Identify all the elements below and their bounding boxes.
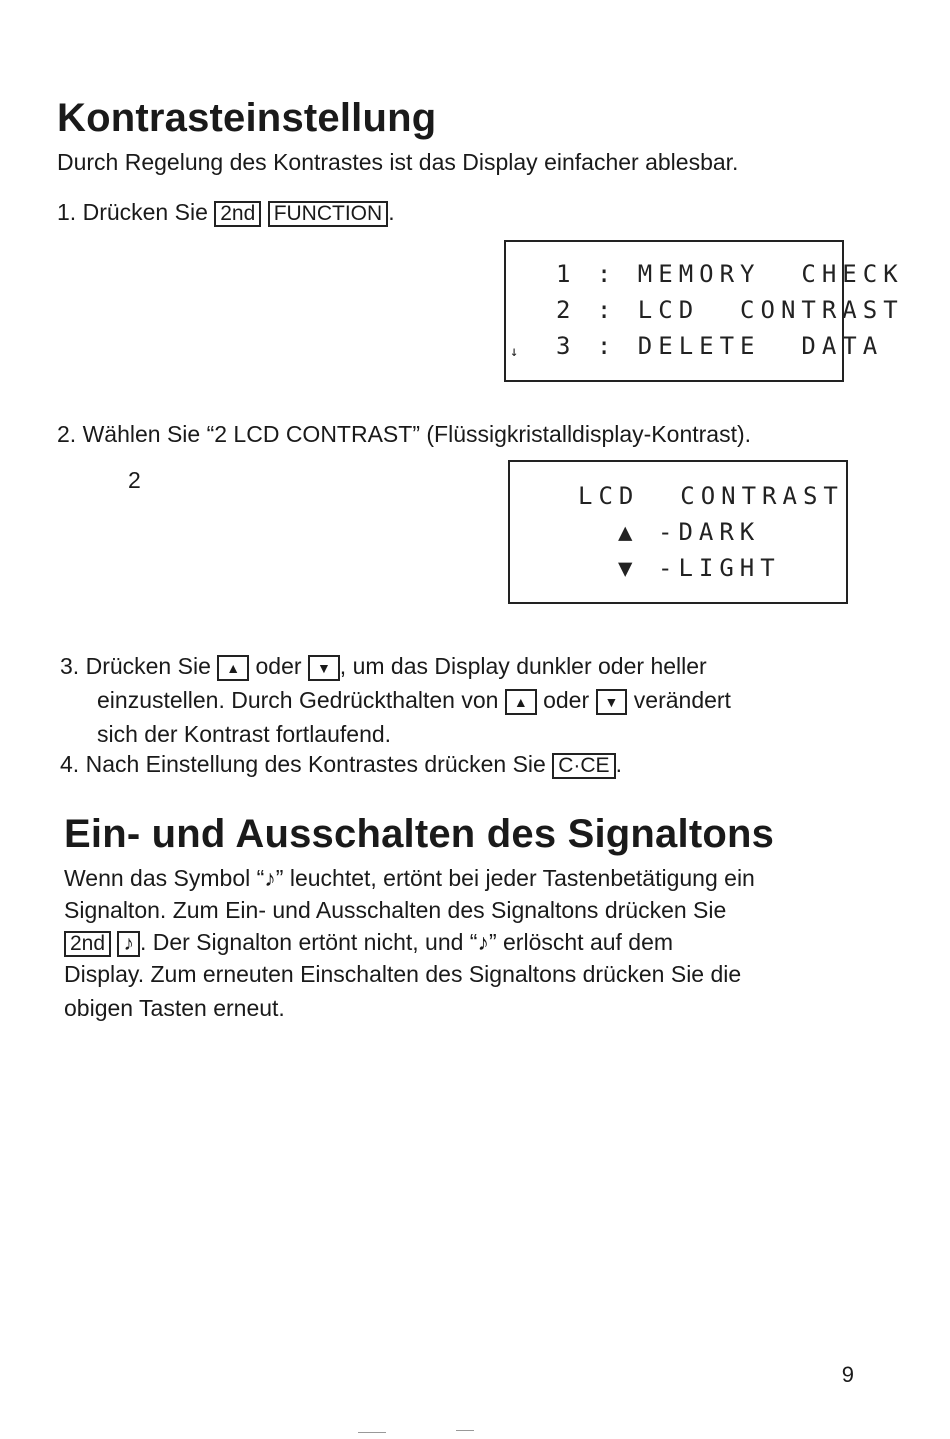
section-title-contrast: Kontrasteinstellung (57, 96, 437, 140)
scroll-down-icon: ↓ (510, 344, 519, 360)
beep-paragraph-line1: Wenn das Symbol “♪” leuchtet, ertönt bei jeder Tastenbetätigung ein (64, 865, 755, 891)
beep-paragraph-line3: 2nd ♪ . Der Signalton ertönt nicht, und “♪” erlöscht auf dem (64, 926, 673, 959)
key-function: FUNCTION (268, 201, 389, 227)
step-2: 2. Wählen Sie “2 LCD CONTRAST” (Flüssigkristalldisplay-Kontrast). (57, 421, 752, 447)
step-4: 4. Nach Einstellung des Kontrastes drücken Sie C·CE . (60, 751, 622, 777)
beep-paragraph-line4: Display. Zum erneuten Einschalten des Signaltons drücken Sie die (64, 961, 742, 987)
up-triangle-icon: ▲ (618, 518, 639, 546)
key-up: ▲ (217, 655, 249, 681)
key-up: ▲ (505, 689, 537, 715)
section-title-beep: Ein- und Ausschalten des Signaltons (64, 812, 775, 856)
key-music-note: ♪ (117, 931, 140, 957)
step-text: Drücken Sie (82, 199, 208, 225)
lcd-line-dark: -DARK (658, 518, 761, 546)
step-3-line2: einzustellen. Durch Gedrückthalten von ▲ oder ▼ verändert (97, 687, 731, 713)
down-triangle-icon: ▼ (618, 554, 639, 582)
key-c-ce: C·CE (552, 753, 615, 779)
lcd-line-memory-check: 1 : MEMORY CHECK (556, 260, 904, 288)
key-down: ▼ (308, 655, 340, 681)
step-3-line3: sich der Kontrast fortlaufend. (97, 721, 392, 747)
lcd-display-contrast (508, 460, 848, 604)
lcd-line-lcd-contrast: 2 : LCD CONTRAST (556, 296, 904, 324)
step-1: 1. Drücken Sie 2nd FUNCTION . (57, 199, 395, 225)
step-3: 3. Drücken Sie ▲ oder ▼ , um das Display dunkler oder heller (60, 653, 707, 679)
step-number: 1. (57, 199, 77, 225)
music-note-icon: ♪ (477, 929, 489, 955)
lcd-line-title: LCD CONTRAST (578, 482, 844, 510)
key-2nd: 2nd (214, 201, 261, 227)
key-2nd: 2nd (64, 931, 111, 957)
beep-paragraph-line2: Signalton. Zum Ein- und Ausschalten des Signaltons drücken Sie (64, 897, 727, 923)
lcd-line-delete-data: 3 : DELETE DATA (556, 332, 884, 360)
lcd-line-light: -LIGHT (658, 554, 781, 582)
key-down: ▼ (596, 689, 628, 715)
page-number: 9 (841, 1362, 854, 1387)
contrast-intro: Durch Regelung des Kontrastes ist das Display einfacher ablesbar. (57, 149, 739, 175)
music-note-icon: ♪ (264, 865, 276, 891)
scan-artifact (456, 1430, 474, 1431)
lcd-display-menu (504, 240, 904, 382)
beep-paragraph-line5: obigen Tasten erneut. (64, 995, 285, 1021)
key-2-label: 2 (128, 467, 141, 493)
scan-artifact (358, 1432, 386, 1433)
